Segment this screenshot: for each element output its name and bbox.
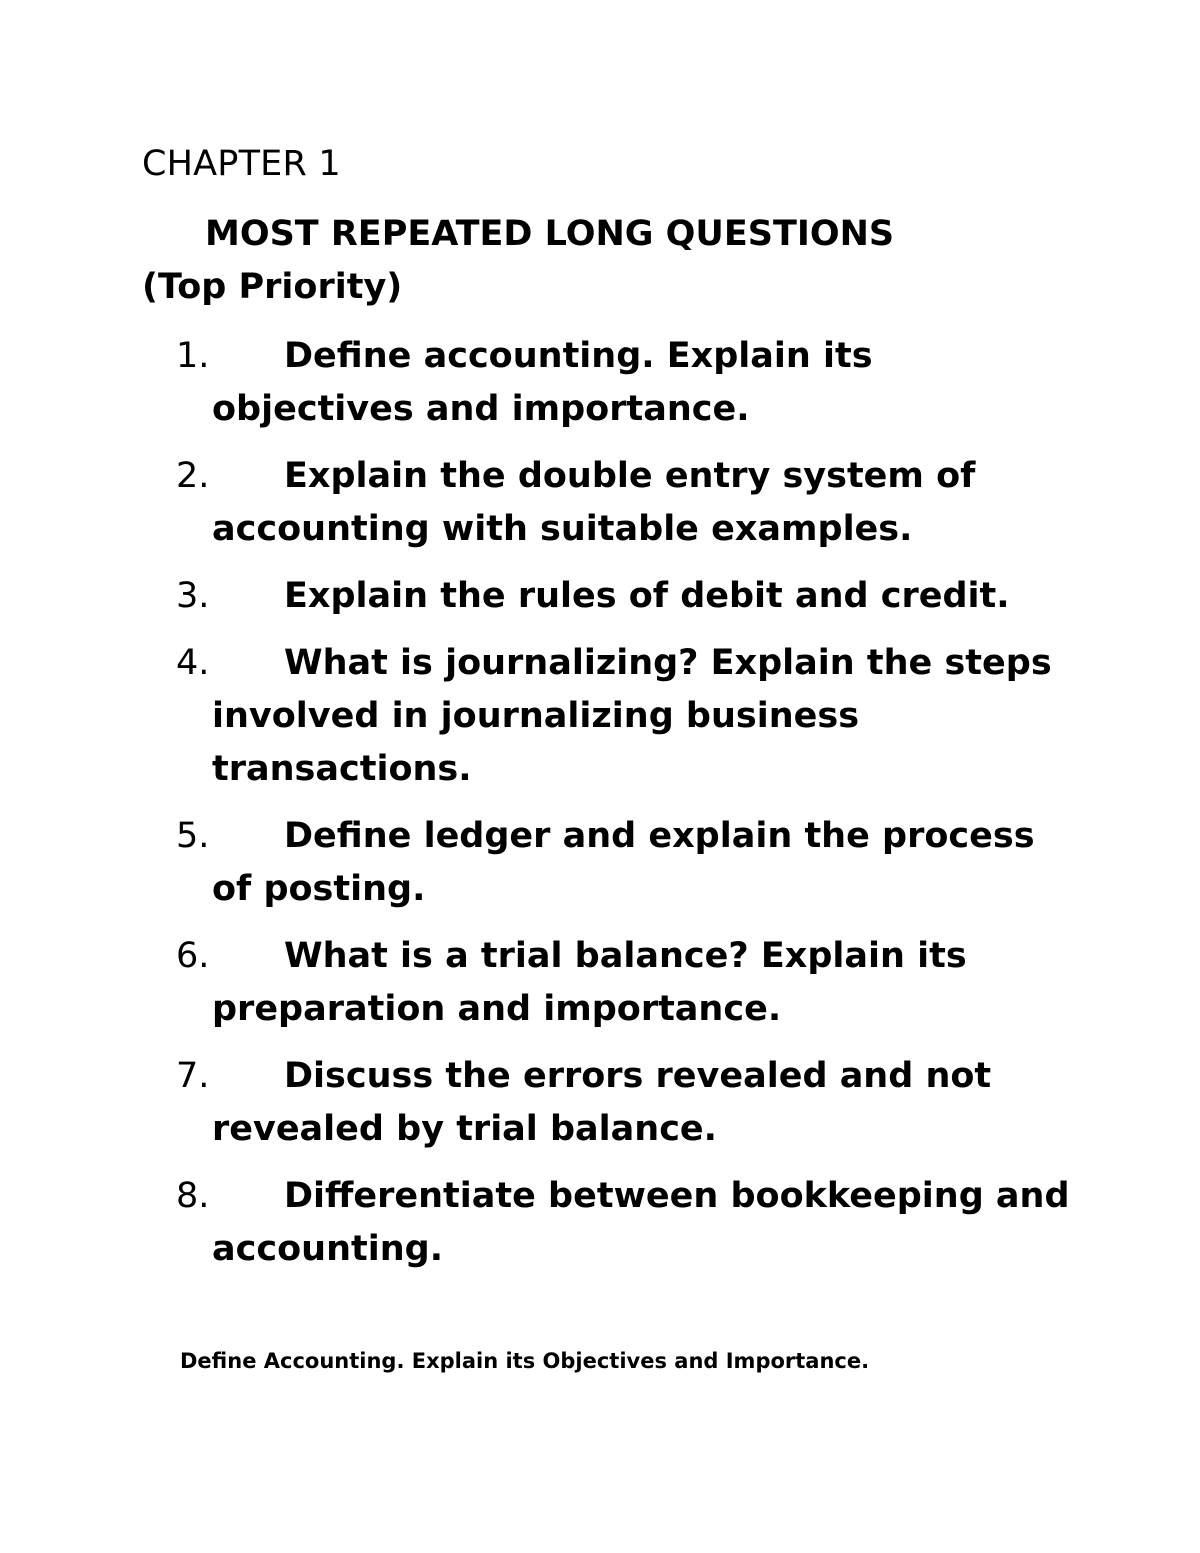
question-item-4 [176,637,1076,796]
question-number: 6. [176,936,210,976]
question-number: 8. [176,1176,210,1216]
subsection-heading: Define Accounting. Explain its Objectives and Importance. [180,1349,870,1373]
question-number: 7. [176,1056,210,1096]
question-item-7 [176,1050,1076,1156]
question-text: Define ledger and explain the process of posting. [212,816,1035,909]
question-text: Discuss the errors revealed and not revealed by trial balance. [212,1056,992,1149]
section-heading [142,208,1102,314]
question-item-8 [176,1170,1076,1276]
question-text: What is a trial balance? Explain its preparation and importance. [212,936,967,1029]
question-item-1 [176,330,1076,436]
question-number: 1. [176,336,210,376]
question-item-2 [176,450,1076,556]
question-text: Explain the rules of debit and credit. [284,576,1010,616]
heading-main: MOST REPEATED LONG QUESTIONS [205,214,895,254]
question-number: 2. [176,456,210,496]
question-text: Explain the double entry system of accounting with suitable examples. [212,456,976,549]
question-number: 3. [176,576,210,616]
question-text: Define accounting. Explain its objectives and importance. [212,336,873,429]
question-text: What is journalizing? Explain the steps involved in journalizing business transactions. [212,643,1052,789]
question-item-6 [176,930,1076,1036]
question-item-3 [176,570,1076,623]
question-number: 4. [176,643,210,683]
question-item-5 [176,810,1076,916]
question-number: 5. [176,816,210,856]
question-list [176,330,1076,1290]
chapter-title: CHAPTER 1 [142,144,341,184]
heading-priority: (Top Priority) [142,267,403,307]
question-text: Differentiate between bookkeeping and accounting. [212,1176,1070,1269]
